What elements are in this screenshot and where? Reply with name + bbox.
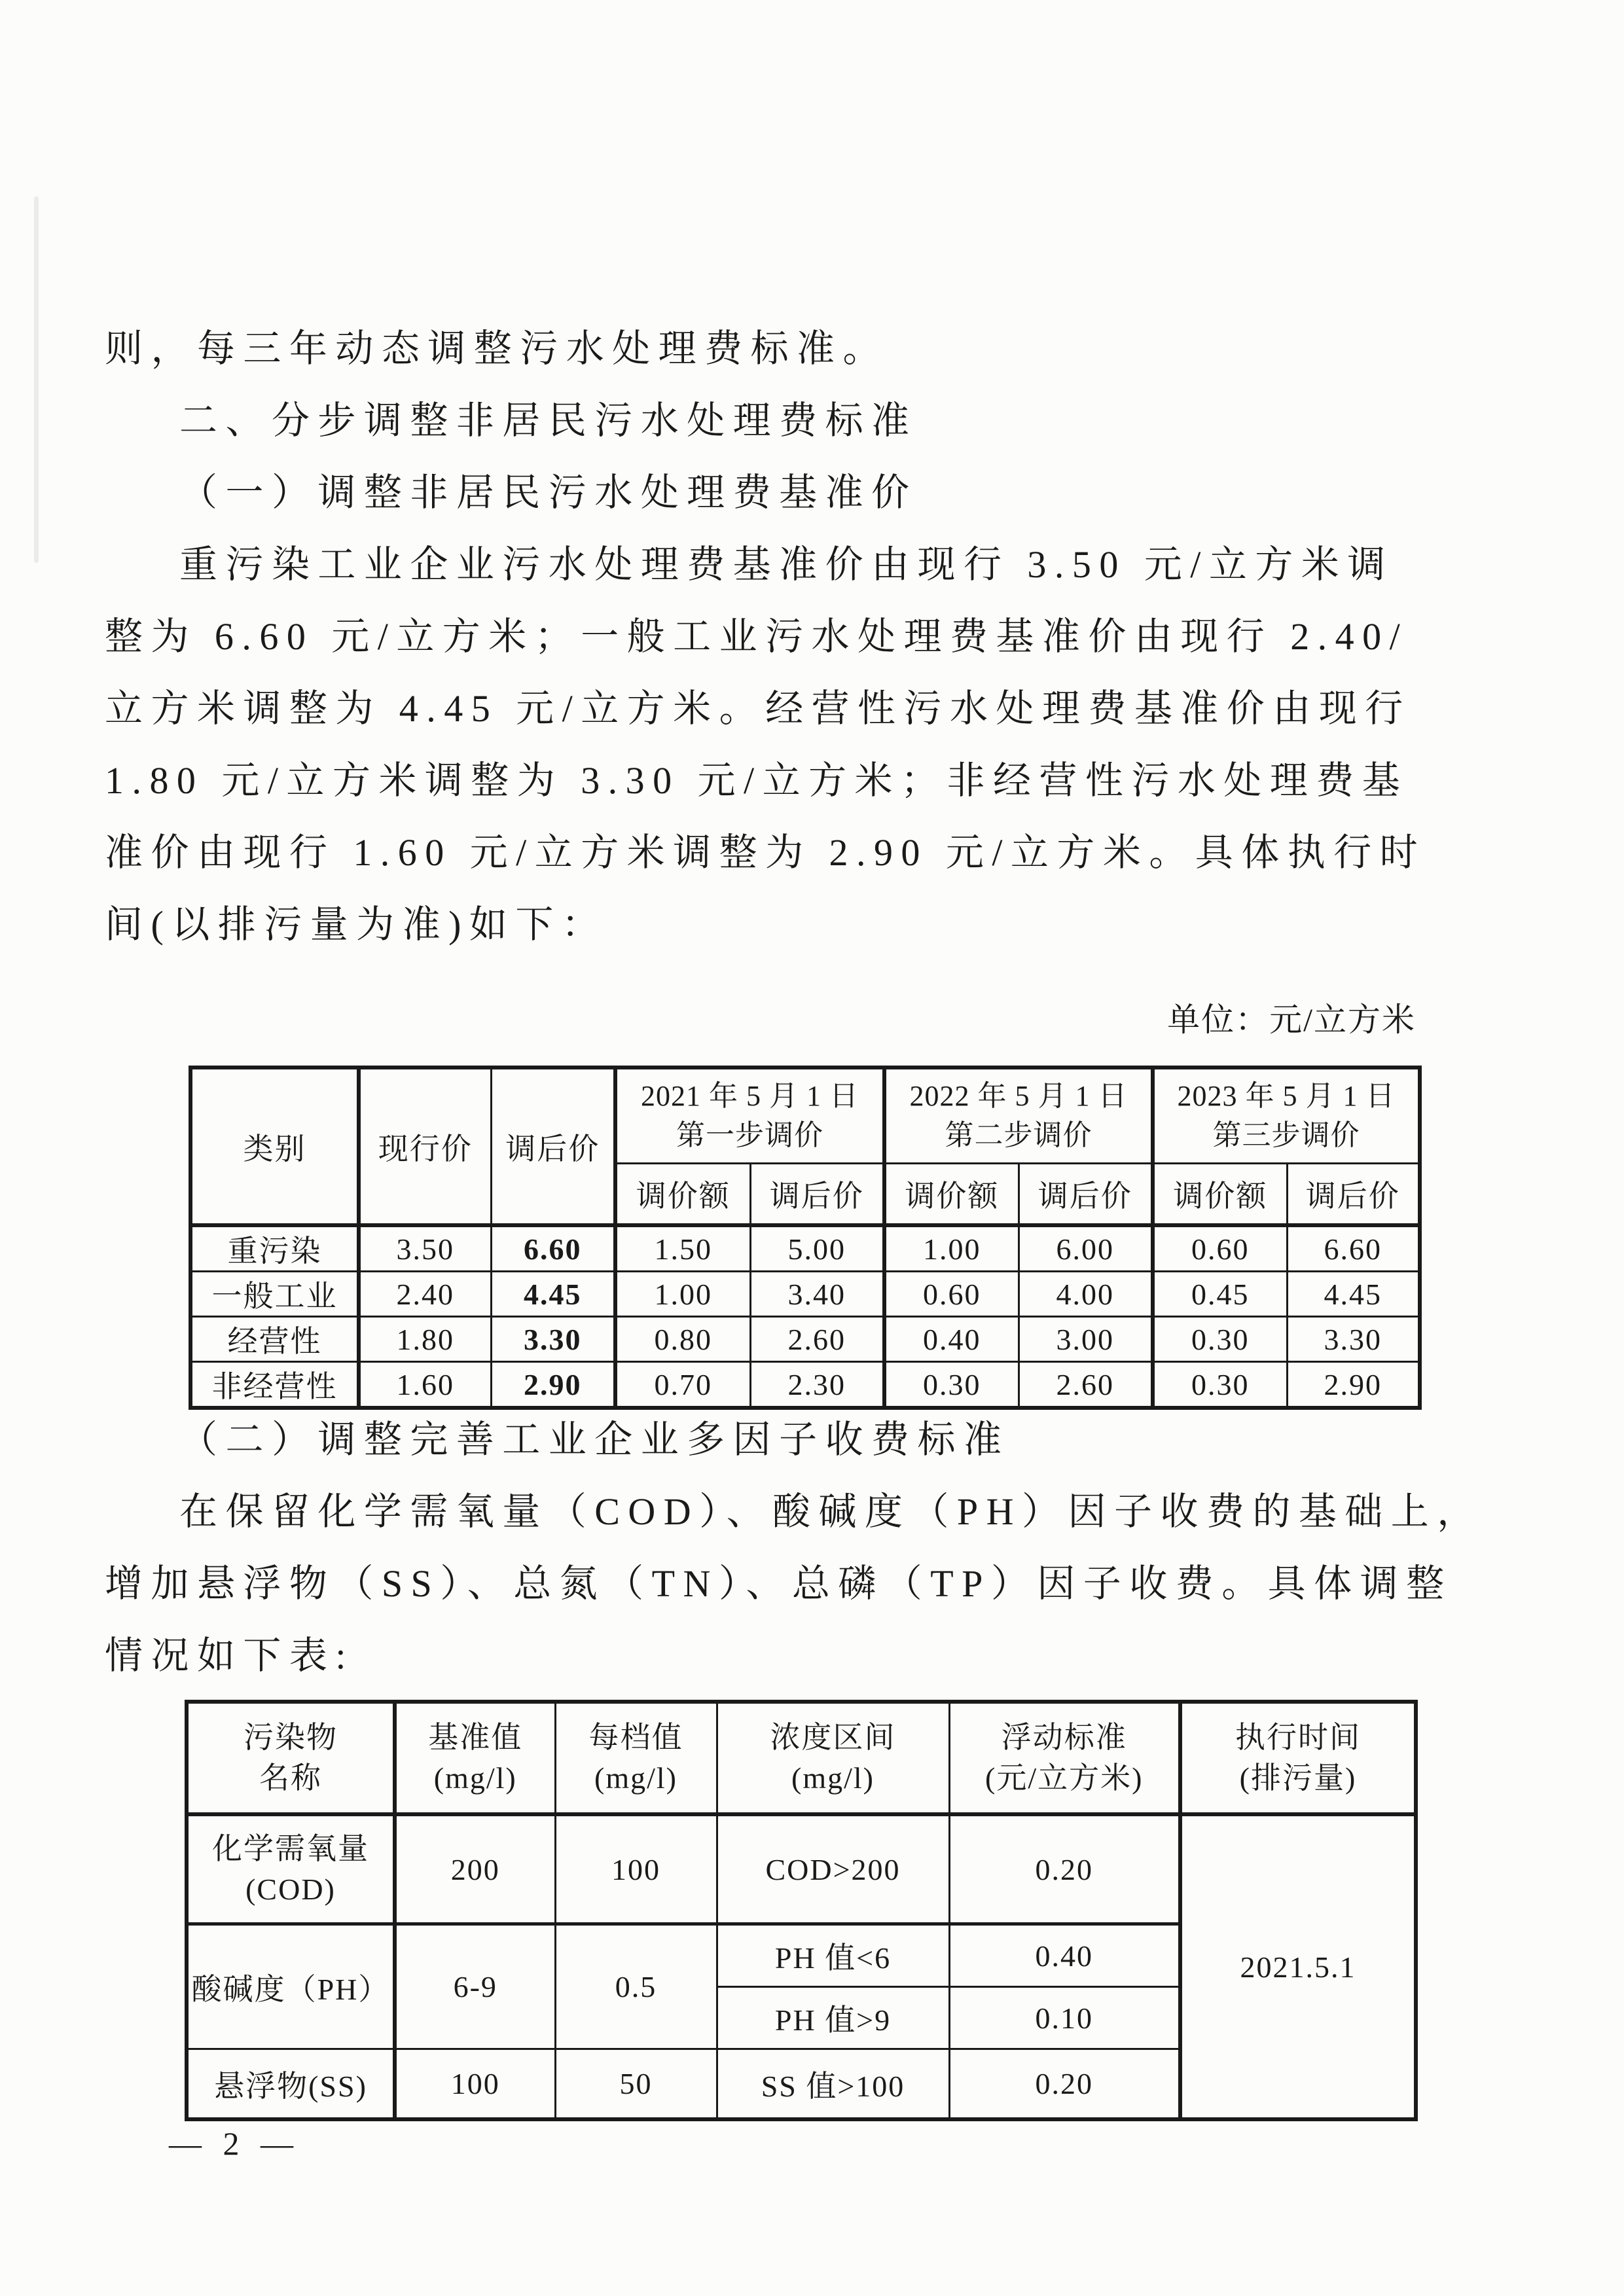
col-header-adj-amount: 调价额 xyxy=(884,1164,1019,1226)
col-header-adj-price: 调后价 xyxy=(750,1164,884,1226)
col-header-step3 xyxy=(1153,1067,1420,1164)
step1-price: 2.30 xyxy=(750,1362,884,1408)
body-line: 整为 6.60 元/立方米；一般工业污水处理费基准价由现行 2.40/ xyxy=(105,615,1409,658)
pollutant-name: 化学需氧量 (COD) xyxy=(187,1814,395,1924)
factor-fee-table xyxy=(185,1700,1418,2121)
row-category: 非经营性 xyxy=(190,1362,359,1408)
body-line: 间(以排污量为准)如下： xyxy=(105,903,608,946)
body-line: 在保留化学需氧量（COD）、酸碱度（PH）因子收费的基础上， xyxy=(179,1490,1483,1533)
col-header-category: 类别 xyxy=(190,1067,359,1225)
body-line: 增加悬浮物（SS）、总氮（TN）、总磷（TP）因子收费。具体调整 xyxy=(105,1562,1453,1605)
table-row-cod xyxy=(187,1814,1416,1924)
body-line: 立方米调整为 4.45 元/立方米。经营性污水处理费基准价由现行 xyxy=(105,687,1411,730)
adjusted-price: 6.60 xyxy=(491,1225,615,1272)
step2-price: 4.00 xyxy=(1019,1272,1153,1317)
step3-amount: 0.30 xyxy=(1153,1362,1287,1408)
step3-amount: 0.45 xyxy=(1153,1272,1287,1317)
step2-price: 3.00 xyxy=(1019,1317,1153,1362)
col-header-adj-price: 调后价 xyxy=(1019,1164,1153,1226)
col-header-step-value: 每档值 (mg/l) xyxy=(555,1702,717,1814)
current-price: 2.40 xyxy=(359,1272,491,1317)
adjusted-price: 3.30 xyxy=(491,1317,615,1362)
table-row-general-industry xyxy=(190,1272,1420,1317)
step3-price: 2.90 xyxy=(1287,1362,1420,1408)
col-header-float-standard: 浮动标准 (元/立方米) xyxy=(949,1702,1180,1814)
base-value: 100 xyxy=(395,2049,555,2120)
col-header-adjusted-price: 调后价 xyxy=(491,1067,615,1225)
float-standard: 0.20 xyxy=(949,1814,1180,1924)
page-number: — 2 — xyxy=(169,2125,300,2162)
base-value: 200 xyxy=(395,1814,555,1924)
body-text-block xyxy=(105,313,1564,961)
step3-amount: 0.60 xyxy=(1153,1225,1287,1272)
concentration-range: PH 值<6 xyxy=(717,1924,949,1987)
step2-price: 2.60 xyxy=(1019,1362,1153,1408)
col-header-adj-price: 调后价 xyxy=(1287,1164,1420,1226)
current-price: 3.50 xyxy=(359,1225,491,1272)
step1-amount: 0.70 xyxy=(615,1362,750,1408)
float-standard: 0.10 xyxy=(949,1987,1180,2049)
body-line: 重污染工业企业污水处理费基准价由现行 3.50 元/立方米调 xyxy=(179,543,1394,586)
table-row-heavy-pollution xyxy=(190,1225,1420,1272)
concentration-range: COD>200 xyxy=(717,1814,949,1924)
current-price: 1.80 xyxy=(359,1317,491,1362)
step2-date: 2022 年 5 月 1 日 xyxy=(909,1080,1128,1112)
table-row-non-commercial xyxy=(190,1362,1420,1408)
col-header-adj-amount: 调价额 xyxy=(615,1164,750,1226)
body-line: 情况如下表: xyxy=(105,1634,354,1677)
subsection-heading-2-2: （二）调整完善工业企业多因子收费标准 xyxy=(179,1418,1010,1461)
body-line: 则，每三年动态调整污水处理费标准。 xyxy=(105,327,889,370)
row-category: 一般工业 xyxy=(190,1272,359,1317)
step1-price: 2.60 xyxy=(750,1317,884,1362)
col-header-adj-amount: 调价额 xyxy=(1153,1164,1287,1226)
unit-note: 单位：元/立方米 xyxy=(1167,1001,1416,1038)
step2-amount: 0.40 xyxy=(884,1317,1019,1362)
base-value: 6-9 xyxy=(395,1924,555,2049)
step-value: 50 xyxy=(555,2049,717,2120)
scan-artifact xyxy=(34,196,39,563)
step3-price: 6.60 xyxy=(1287,1225,1420,1272)
step3-price: 4.45 xyxy=(1287,1272,1420,1317)
price-adjustment-table xyxy=(189,1066,1422,1410)
body-line: 准价由现行 1.60 元/立方米调整为 2.90 元/立方米。具体执行时 xyxy=(105,831,1426,874)
pollutant-name: 酸碱度（PH） xyxy=(187,1924,395,2049)
section2-text-block xyxy=(105,1404,1564,1692)
step1-name: 第一步调价 xyxy=(676,1119,823,1151)
float-standard: 0.40 xyxy=(949,1924,1180,1987)
body-line: 1.80 元/立方米调整为 3.30 元/立方米；非经营性污水处理费基 xyxy=(105,759,1409,802)
col-header-current-price: 现行价 xyxy=(359,1067,491,1225)
step3-name: 第三步调价 xyxy=(1212,1119,1360,1151)
step2-name: 第二步调价 xyxy=(945,1119,1092,1151)
concentration-range: PH 值>9 xyxy=(717,1987,949,2049)
step1-price: 3.40 xyxy=(750,1272,884,1317)
step1-date: 2021 年 5 月 1 日 xyxy=(641,1080,859,1112)
row-category: 重污染 xyxy=(190,1225,359,1272)
step-value: 0.5 xyxy=(555,1924,717,2049)
step1-price: 5.00 xyxy=(750,1225,884,1272)
step1-amount: 1.00 xyxy=(615,1272,750,1317)
col-header-step2 xyxy=(884,1067,1153,1164)
adjusted-price: 4.45 xyxy=(491,1272,615,1317)
row-category: 经营性 xyxy=(190,1317,359,1362)
step1-amount: 1.50 xyxy=(615,1225,750,1272)
col-header-concentration-range: 浓度区间 (mg/l) xyxy=(717,1702,949,1814)
effective-date: 2021.5.1 xyxy=(1180,1814,1416,2119)
table-row-commercial xyxy=(190,1317,1420,1362)
col-header-base-value: 基准值 (mg/l) xyxy=(395,1702,555,1814)
float-standard: 0.20 xyxy=(949,2049,1180,2120)
step3-amount: 0.30 xyxy=(1153,1317,1287,1362)
step-value: 100 xyxy=(555,1814,717,1924)
concentration-range: SS 值>100 xyxy=(717,2049,949,2120)
col-header-step1 xyxy=(615,1067,884,1164)
pollutant-name: 悬浮物(SS) xyxy=(187,2049,395,2120)
step3-date: 2023 年 5 月 1 日 xyxy=(1177,1080,1396,1112)
step2-price: 6.00 xyxy=(1019,1225,1153,1272)
step2-amount: 0.30 xyxy=(884,1362,1019,1408)
current-price: 1.60 xyxy=(359,1362,491,1408)
step2-amount: 0.60 xyxy=(884,1272,1019,1317)
col-header-effective-time: 执行时间 (排污量) xyxy=(1180,1702,1416,1814)
step3-price: 3.30 xyxy=(1287,1317,1420,1362)
step2-amount: 1.00 xyxy=(884,1225,1019,1272)
adjusted-price: 2.90 xyxy=(491,1362,615,1408)
col-header-pollutant: 污染物 名称 xyxy=(187,1702,395,1814)
section-heading-2: 二、分步调整非居民污水处理费标准 xyxy=(179,399,918,442)
step1-amount: 0.80 xyxy=(615,1317,750,1362)
subsection-heading-2-1: （一）调整非居民污水处理费基准价 xyxy=(179,471,918,514)
